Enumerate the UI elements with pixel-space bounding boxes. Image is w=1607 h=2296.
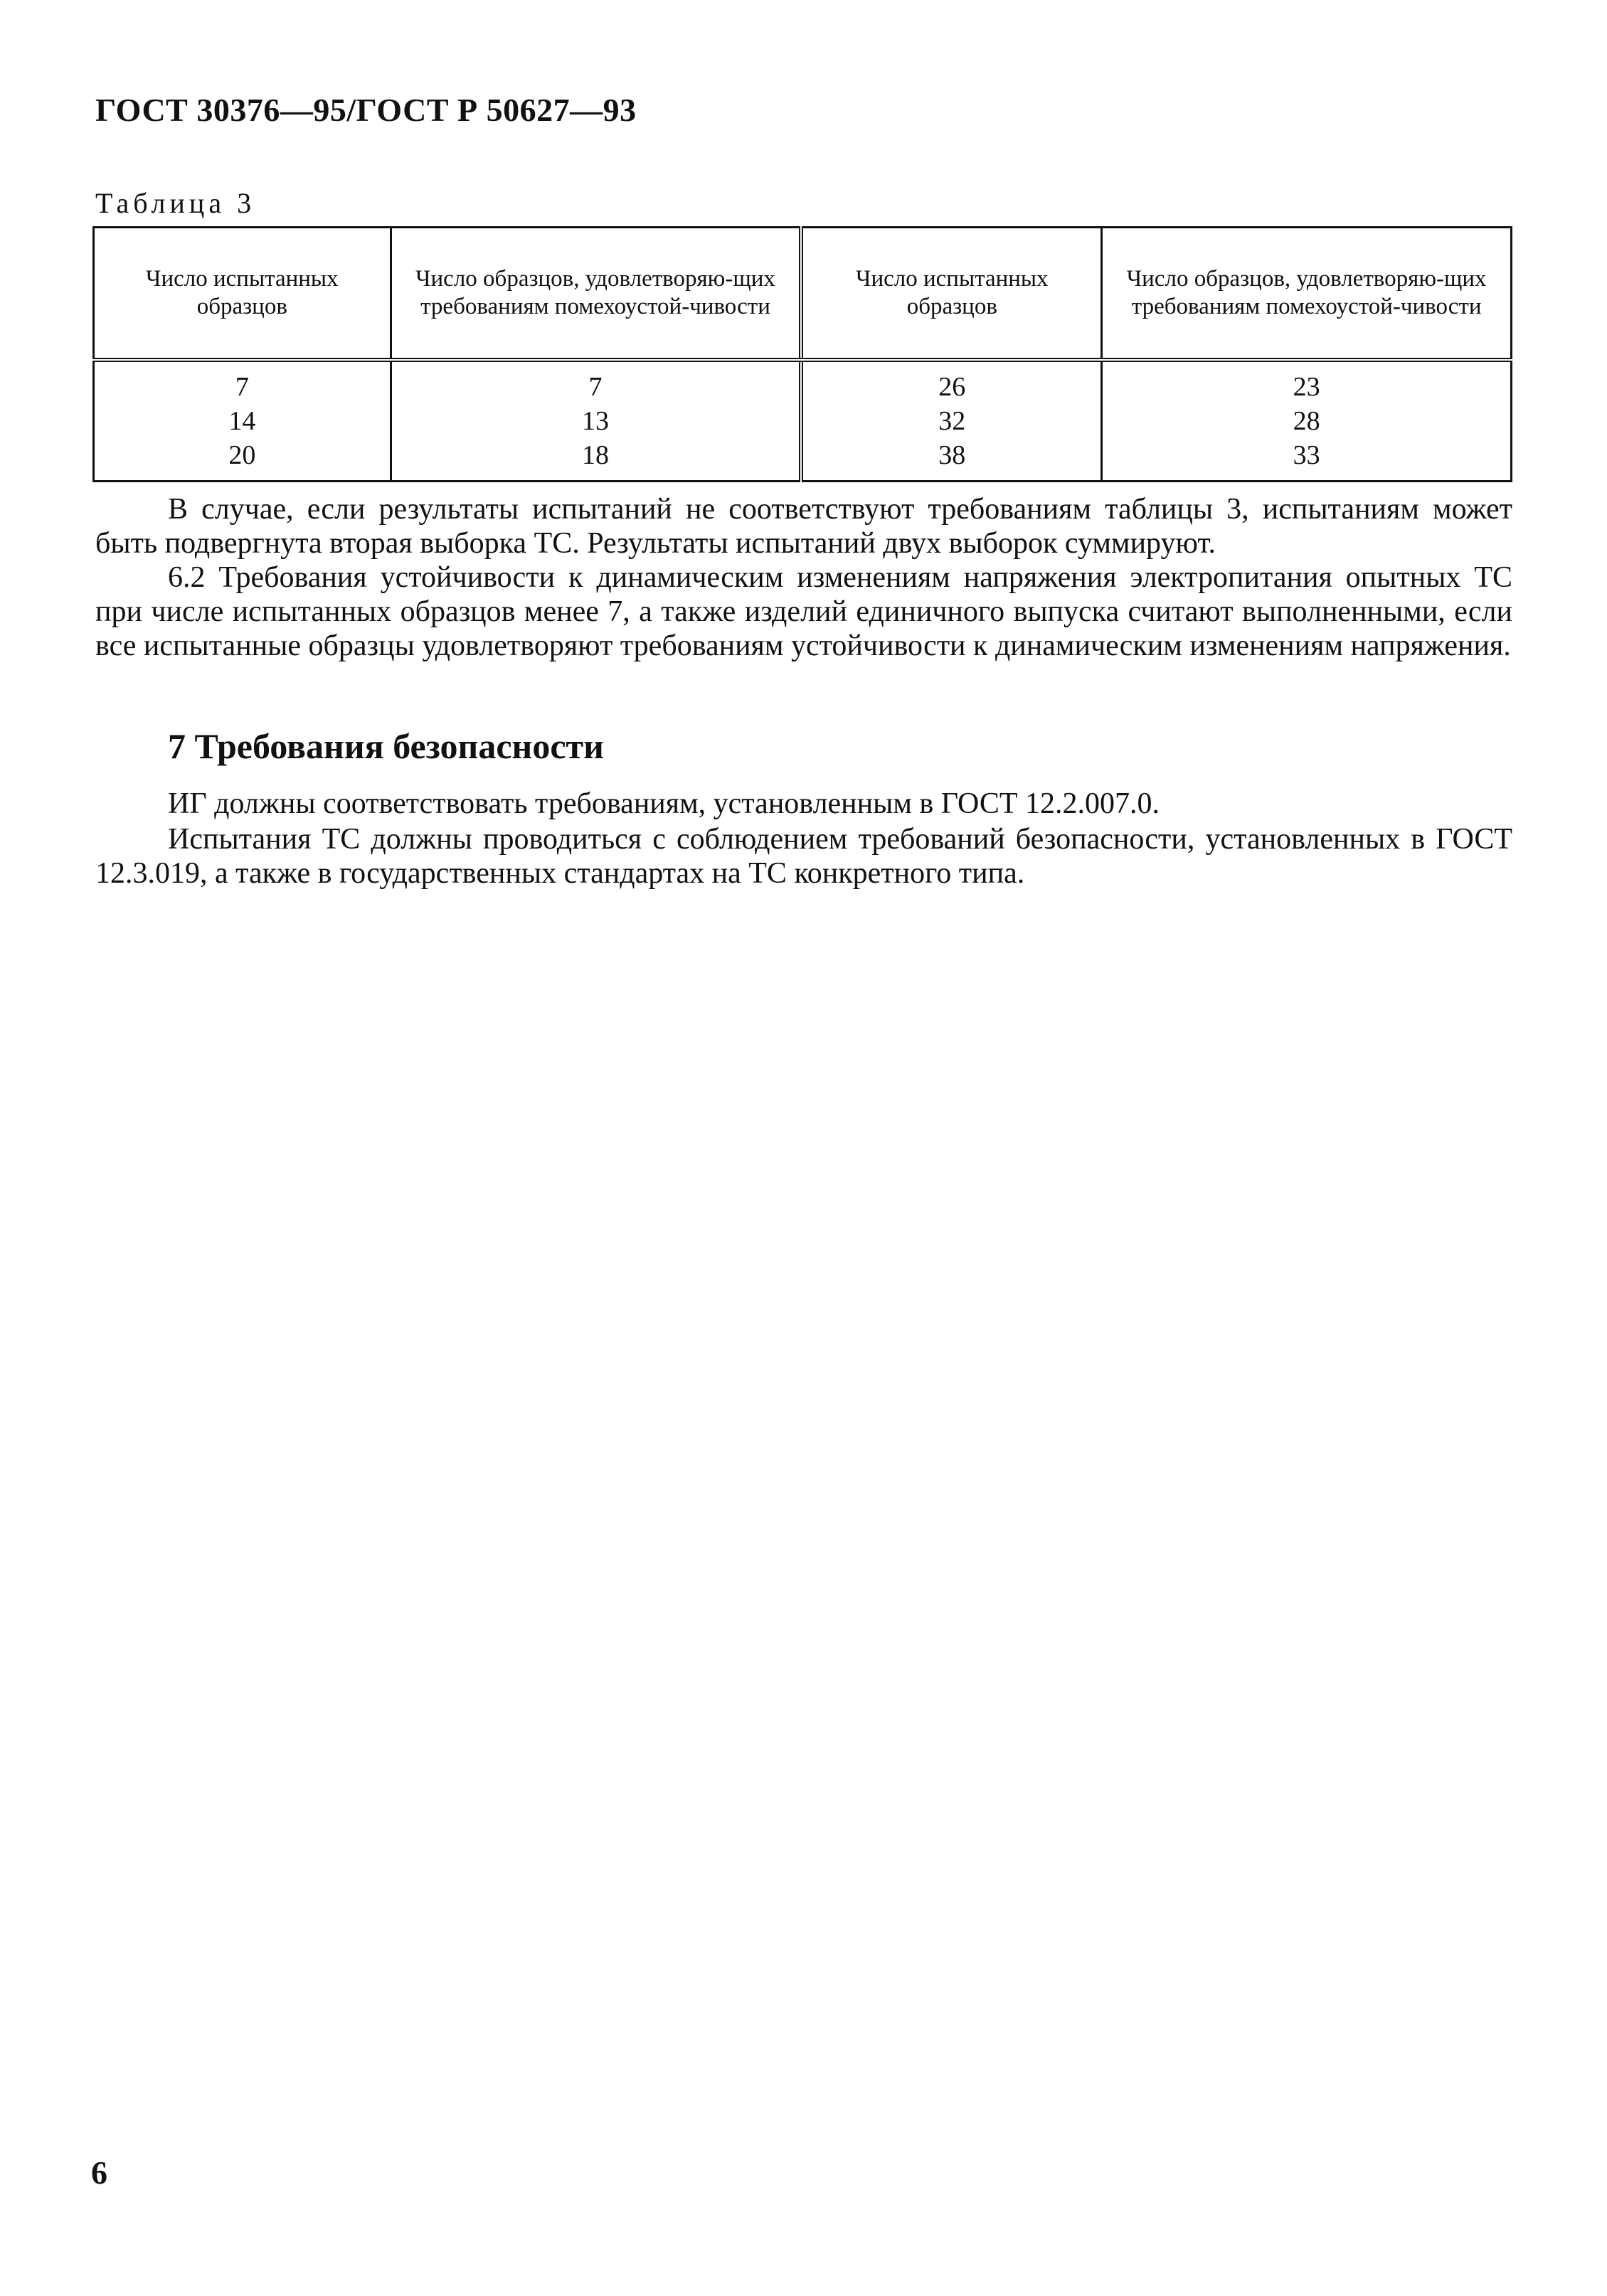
paragraph-safety-2 bbox=[95, 822, 1512, 891]
table-label: Таблица 3 bbox=[95, 187, 256, 219]
table-header-cell: Число испытанных образцов bbox=[801, 228, 1101, 361]
paragraph-text: Испытания ТС должны проводиться с соблюдением требований безопасности, установленных в ГОСТ 12.3.019, а также в государственных стандартах на ТС конкретного типа. bbox=[95, 823, 1512, 890]
cell-value: 38 bbox=[938, 440, 966, 470]
data-table bbox=[92, 226, 1512, 482]
table-cell bbox=[1102, 360, 1512, 482]
paragraph-6-2 bbox=[95, 560, 1512, 663]
table-header-cell: Число образцов, удовлетворяю-щих требованиям помехоустой-чивости bbox=[391, 228, 801, 361]
paragraph-table-note bbox=[95, 492, 1512, 560]
page-number: 6 bbox=[91, 2154, 107, 2191]
cell-value: 28 bbox=[1293, 406, 1320, 436]
cell-value: 18 bbox=[581, 440, 609, 470]
table-header-row bbox=[94, 228, 1512, 361]
cell-value: 26 bbox=[938, 372, 966, 402]
table-cell bbox=[391, 360, 801, 482]
paragraph-safety-1 bbox=[95, 787, 1512, 821]
cell-value: 7 bbox=[235, 372, 249, 402]
table-cell bbox=[801, 360, 1101, 482]
table-cell bbox=[94, 360, 391, 482]
table-header-cell: Число испытанных образцов bbox=[94, 228, 391, 361]
paragraph-text: В случае, если результаты испытаний не соответствуют требованиям таблицы 3, испытаниям может быть подвергнута вторая выборка ТС. Результаты испытаний двух выборок суммируют. bbox=[95, 493, 1512, 560]
cell-value: 23 bbox=[1293, 372, 1320, 402]
paragraph-text: ИГ должны соответствовать требованиям, установленным в ГОСТ 12.2.007.0. bbox=[168, 787, 1160, 820]
cell-value: 7 bbox=[588, 372, 603, 402]
cell-value: 32 bbox=[938, 406, 966, 436]
cell-value: 13 bbox=[581, 406, 609, 436]
section-title: 7 Требования безопасности bbox=[168, 726, 604, 766]
table-row bbox=[94, 360, 1512, 482]
paragraph-text: 6.2 Требования устойчивости к динамическим изменениям напряжения электропитания опытных ТС при числе испытанных образцов менее 7, а также изделий единичного выпуска считают выполненными, если все испытанные образцы удовлетворяют требованиям устойчивости к динамическим изменениям напряжения. bbox=[95, 561, 1512, 662]
document-header: ГОСТ 30376—95/ГОСТ Р 50627—93 bbox=[95, 92, 637, 128]
cell-value: 20 bbox=[228, 440, 256, 470]
cell-value: 14 bbox=[228, 406, 256, 436]
cell-value: 33 bbox=[1293, 440, 1320, 470]
table-header-cell: Число образцов, удовлетворяю-щих требованиям помехоустой-чивости bbox=[1102, 228, 1512, 361]
table-container bbox=[92, 226, 1512, 482]
